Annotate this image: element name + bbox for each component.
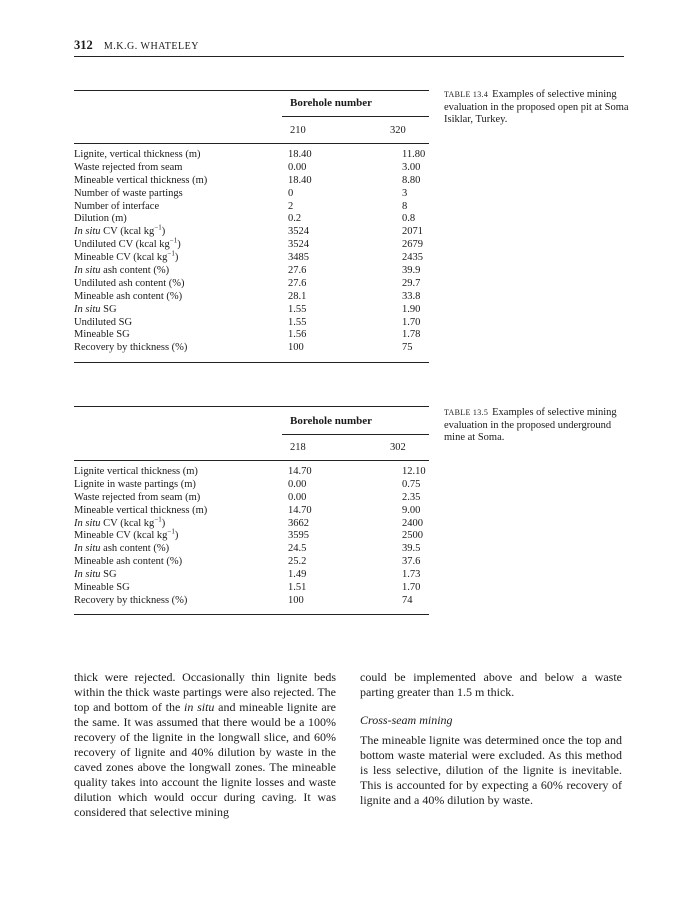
cell-col-1: 0.2 — [288, 213, 302, 225]
table-row — [74, 582, 429, 595]
cell-col-2: 1.73 — [402, 569, 421, 581]
body-right-column — [360, 670, 622, 808]
row-label: Mineable ash content (%) — [74, 290, 183, 302]
body-right-paragraph-2: The mineable lignite was determined once the top and bottom waste material were excluded. As this method is less selective, dilution of the lignite is inevitable. This is accounted for by expecting a 60% recovery of lignite and a 40% dilution by waste. — [360, 733, 622, 807]
cell-col-2: 9.00 — [402, 504, 421, 516]
row-label: Mineable CV (kcal $kg^{-1}$) — [74, 249, 179, 264]
cell-col-1: 3662 — [288, 517, 309, 529]
cell-col-1: 14.70 — [288, 504, 312, 516]
body-left-column — [74, 670, 336, 820]
cell-col-2: 0.75 — [402, 478, 421, 490]
cell-col-1: 100 — [288, 342, 304, 354]
table2-caption — [444, 407, 634, 445]
row-label: Undiluted CV (kcal $kg^{-1}$) — [74, 236, 181, 251]
table-row — [74, 515, 429, 531]
table2-header-rule — [74, 460, 429, 461]
table-row — [74, 278, 429, 291]
row-label: Mineable vertical thickness (m) — [74, 504, 208, 516]
cell-col-1: 18.40 — [288, 174, 312, 186]
table1-col-header-1: 210 — [290, 125, 306, 136]
table-row — [74, 249, 429, 265]
table-row — [74, 188, 429, 201]
cell-col-1: 25.2 — [288, 556, 307, 568]
header-rule — [74, 56, 624, 57]
cell-col-2: 8.80 — [402, 174, 421, 186]
table1-col-header-2: 320 — [390, 125, 406, 136]
table1-group-header: Borehole number — [290, 97, 372, 109]
row-label: Mineable SG — [74, 582, 130, 594]
cell-col-1: 1.55 — [288, 316, 307, 328]
cell-col-1: 0.00 — [288, 491, 307, 503]
table-row — [74, 505, 429, 518]
row-label: Recovery by thickness (%) — [74, 342, 188, 354]
table1-caption — [444, 89, 634, 127]
table-row — [74, 265, 429, 278]
table2-body — [74, 466, 429, 608]
table-row — [74, 543, 429, 556]
row-label: Mineable vertical thickness (m) — [74, 174, 208, 186]
row-label: Mineable CV (kcal $kg^{-1}$) — [74, 527, 179, 542]
cell-col-2: 2435 — [402, 252, 423, 264]
cell-col-1: 27.6 — [288, 277, 307, 289]
cell-col-2: 75 — [402, 342, 413, 354]
cell-col-1: 18.40 — [288, 149, 312, 160]
table-row — [74, 595, 429, 608]
table-row — [74, 556, 429, 569]
cell-col-2: 2.35 — [402, 491, 421, 503]
body-left-paragraph: thick were rejected. Occasionally thin lignite beds within the thick waste partings were also rejected. The top and bottom of the in situ and mineable lignite are the same. It was assumed that there would be a 100% recovery of the lignite in the longwall slice, and 60% recovery of lignite and 40% dilution by waste in the caved zones above the longwall zones. The mineable quality takes into account the lignite losses and waste dilution which would occur during caving. It was considered that selective mining — [74, 670, 337, 819]
cell-col-1: 28.1 — [288, 290, 307, 302]
cell-col-2: 12.10 — [402, 466, 426, 477]
cell-col-2: 2071 — [402, 226, 423, 238]
table-row — [74, 479, 429, 492]
table-row — [74, 291, 429, 304]
table2-caption-text: Examples of selective mining evaluation in the proposed underground mine at Soma. — [444, 407, 617, 443]
body-right-paragraph-1: could be implemented above and below a waste parting greater than 1.5 m thick. — [360, 670, 622, 699]
table2-caption-number: TABLE 13.5 — [444, 408, 489, 417]
row-label: Number of interface — [74, 200, 160, 212]
row-label: In situ CV (kcal $kg^{-1}$) — [74, 223, 166, 238]
cell-col-1: 3524 — [288, 239, 309, 251]
cell-col-2: 33.8 — [402, 290, 421, 302]
row-label: Lignite vertical thickness (m) — [74, 466, 198, 477]
cell-col-1: 3524 — [288, 226, 309, 238]
table-row — [74, 466, 429, 479]
cell-col-1: 0 — [288, 187, 294, 199]
cell-col-2: 37.6 — [402, 556, 421, 568]
cell-col-2: 2679 — [402, 239, 423, 251]
table-row — [74, 213, 429, 226]
cell-col-1: 0.00 — [288, 478, 307, 490]
table2-col-header-2: 302 — [390, 442, 406, 453]
table-row — [74, 201, 429, 214]
row-label: In situ ash content (%) — [74, 265, 170, 277]
table-row — [74, 527, 429, 543]
table1-caption-number: TABLE 13.4 — [444, 90, 489, 99]
row-label: Undiluted SG — [74, 316, 133, 328]
cell-col-2: 3 — [402, 187, 408, 199]
row-label: Waste rejected from seam — [74, 161, 183, 173]
cell-col-1: 1.55 — [288, 303, 307, 315]
cell-col-1: 0.00 — [288, 161, 307, 173]
table2-group-rule — [282, 434, 429, 435]
cell-col-2: 1.70 — [402, 316, 421, 328]
row-label: Dilution (m) — [74, 213, 127, 225]
table-row — [74, 175, 429, 188]
table2-top-rule — [74, 406, 429, 407]
table1-bottom-rule — [74, 362, 429, 363]
cell-col-1: 3595 — [288, 530, 309, 542]
row-label: Lignite in waste partings (m) — [74, 478, 196, 490]
table1-caption-text: Examples of selective mining evaluation in the proposed open pit at Soma Isiklar, Turkey. — [444, 89, 629, 125]
cell-col-1: 1.49 — [288, 569, 307, 581]
row-label: In situ CV (kcal $kg^{-1}$) — [74, 515, 166, 529]
cell-col-2: 29.7 — [402, 277, 421, 289]
cell-col-2: 74 — [402, 594, 413, 606]
table-row — [74, 329, 429, 342]
table-row — [74, 569, 429, 582]
table-row — [74, 342, 429, 355]
cell-col-1: 100 — [288, 594, 304, 606]
table-row — [74, 223, 429, 239]
table-row — [74, 492, 429, 505]
cell-col-2: 39.9 — [402, 265, 421, 277]
cell-col-2: 3.00 — [402, 161, 421, 173]
table-row — [74, 236, 429, 252]
section-heading: Cross-seam mining — [360, 713, 453, 727]
cell-col-1: 2 — [288, 200, 294, 212]
row-label: Lignite, vertical thickness (m) — [74, 149, 201, 160]
table2-col-header-1: 218 — [290, 442, 306, 453]
table1-body — [74, 149, 429, 355]
cell-col-2: 8 — [402, 200, 408, 212]
cell-col-1: 24.5 — [288, 543, 307, 555]
table-row — [74, 149, 429, 162]
table-row — [74, 304, 429, 317]
cell-col-1: 14.70 — [288, 466, 312, 477]
cell-col-2: 11.80 — [402, 149, 426, 160]
running-author: M.K.G. WHATELEY — [103, 41, 199, 52]
cell-col-2: 2400 — [402, 517, 423, 529]
table1-header-rule — [74, 143, 429, 144]
row-label: Recovery by thickness (%) — [74, 594, 188, 606]
page-number: 312 — [74, 38, 93, 52]
table-row — [74, 317, 429, 330]
table1-group-rule — [282, 116, 429, 117]
table2-group-header: Borehole number — [290, 415, 372, 427]
cell-col-2: 0.8 — [402, 213, 416, 225]
running-header — [74, 38, 199, 53]
cell-col-1: 27.6 — [288, 265, 307, 277]
row-label: Mineable ash content (%) — [74, 556, 183, 568]
cell-col-2: 1.70 — [402, 582, 421, 594]
cell-col-1: 3485 — [288, 252, 309, 264]
cell-col-2: 1.78 — [402, 329, 421, 341]
table-row — [74, 162, 429, 175]
row-label: In situ ash content (%) — [74, 543, 170, 555]
cell-col-2: 2500 — [402, 530, 423, 542]
cell-col-2: 39.5 — [402, 543, 421, 555]
row-label: In situ SG — [74, 303, 117, 315]
table2-bottom-rule — [74, 614, 429, 615]
row-label: Undiluted ash content (%) — [74, 277, 185, 289]
table1-top-rule — [74, 90, 429, 91]
row-label: Mineable SG — [74, 329, 130, 341]
cell-col-2: 1.90 — [402, 303, 421, 315]
cell-col-1: 1.56 — [288, 329, 307, 341]
cell-col-1: 1.51 — [288, 582, 307, 594]
row-label: In situ SG — [74, 569, 117, 581]
row-label: Waste rejected from seam (m) — [74, 491, 201, 503]
row-label: Number of waste partings — [74, 187, 183, 199]
